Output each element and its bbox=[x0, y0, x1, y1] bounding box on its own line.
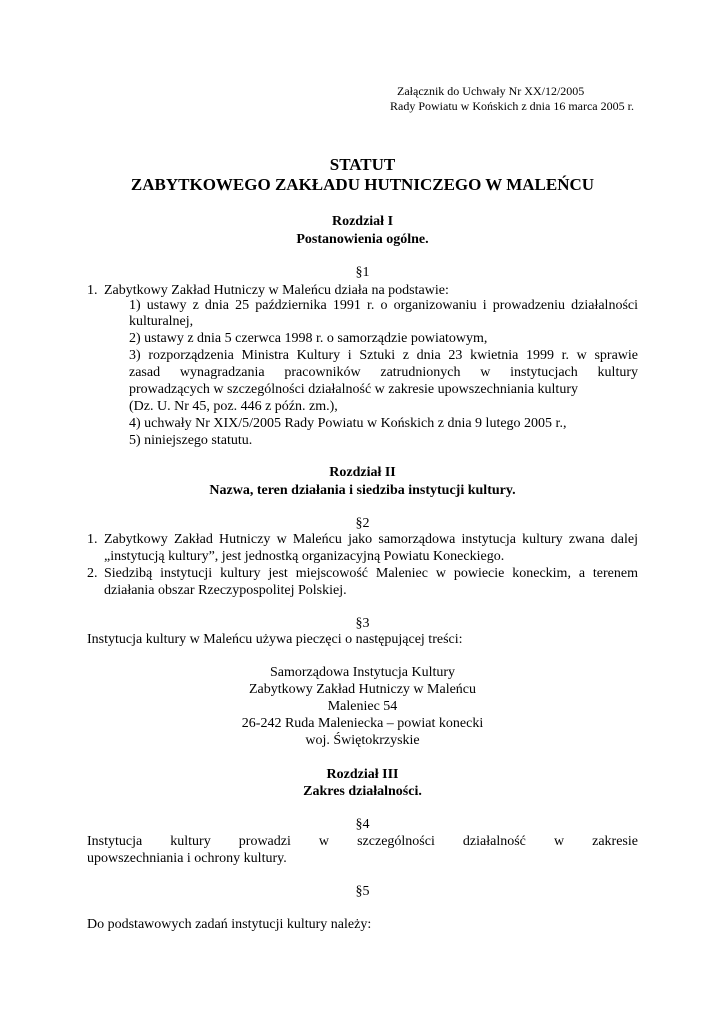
section-1-symbol: §1 bbox=[355, 265, 370, 280]
header-line-2: Rady Powiatu w Końskich z dnia 16 marca 2005 r. bbox=[390, 99, 634, 113]
header-line-1: Załącznik do Uchwały Nr XX/12/2005 bbox=[397, 84, 585, 98]
stamp-line: Samorządowa Instytucja Kultury bbox=[269, 665, 456, 680]
title-line-1: STATUT bbox=[329, 155, 396, 174]
chapter-1-heading: Rozdział I bbox=[331, 214, 394, 229]
chapter-1-subheading: Postanowienia ogólne. bbox=[296, 232, 429, 247]
title-line-2: ZABYTKOWEGO ZAKŁADU HUTNICZEGO W MALEŃCU bbox=[130, 175, 595, 194]
section-2-item-2-line-1: Siedzibą instytucji kultury jest miejscowość Maleniec w powiecie koneckim, a terenem bbox=[104, 566, 638, 581]
stamp-line: Maleniec 54 bbox=[327, 699, 398, 714]
section-1-sub-4: 4) uchwały Nr XIX/5/2005 Rady Powiatu w Końskich z dnia 9 lutego 2005 r., bbox=[129, 416, 567, 431]
section-5-symbol: §5 bbox=[355, 884, 370, 899]
section-2-item-2-line-2: działania obszar Rzeczypospolitej Polskiej. bbox=[104, 583, 347, 598]
section-2-item-1-line-2: „instytucją kultury”, jest jednostką organizacyjną Powiatu Koneckiego. bbox=[104, 549, 505, 564]
section-5-line-1: Do podstawowych zadań instytucji kultury należy: bbox=[87, 917, 372, 932]
section-4-line-2: upowszechniania i ochrony kultury. bbox=[87, 851, 287, 866]
chapter-3-heading: Rozdział III bbox=[326, 767, 399, 782]
chapter-2-subheading: Nazwa, teren działania i siedziba instytucji kultury. bbox=[209, 483, 516, 498]
stamp-line: woj. Świętokrzyskie bbox=[305, 733, 420, 748]
section-1-sub-5: 5) niniejszego statutu. bbox=[129, 433, 253, 448]
section-1-item-1-number: 1. bbox=[87, 283, 98, 298]
section-2-item-1-line-1: Zabytkowy Zakład Hutniczy w Maleńcu jako samorządowa instytucja kultury zwana dalej bbox=[104, 532, 638, 547]
stamp-line: 26-242 Ruda Maleniecka – powiat konecki bbox=[241, 716, 484, 731]
section-1-sub-1-line-2: kulturalnej, bbox=[129, 314, 194, 329]
section-4-line-1: Instytucja kultury prowadzi w szczególności działalność w zakresie bbox=[87, 834, 638, 849]
section-3-symbol: §3 bbox=[355, 616, 370, 631]
section-2-item-2-number: 2. bbox=[87, 566, 98, 581]
section-1-sub-3-line-2: zasad wynagradzania pracowników zatrudnionych w instytucjach kultury bbox=[129, 365, 638, 380]
section-1-sub-1-line-1: 1) ustawy z dnia 25 października 1991 r. o organizowaniu i prowadzeniu działalności bbox=[129, 298, 638, 313]
section-4-symbol: §4 bbox=[355, 817, 370, 832]
stamp-line: Zabytkowy Zakład Hutniczy w Maleńcu bbox=[248, 682, 477, 697]
section-2-item-1-number: 1. bbox=[87, 532, 98, 547]
section-1-sub-3-line-1: 3) rozporządzenia Ministra Kultury i Sztuki z dnia 23 kwietnia 1999 r. w sprawie bbox=[129, 348, 638, 363]
section-1-sub-2: 2) ustawy z dnia 5 czerwca 1998 r. o samorządzie powiatowym, bbox=[129, 331, 488, 346]
section-3-intro: Instytucja kultury w Maleńcu używa pieczęci o następującej treści: bbox=[87, 632, 463, 647]
section-1-sub-3-line-4: (Dz. U. Nr 45, poz. 446 z późn. zm.), bbox=[129, 399, 338, 414]
chapter-3-subheading: Zakres działalności. bbox=[303, 784, 422, 799]
section-2-symbol: §2 bbox=[355, 516, 370, 531]
chapter-2-heading: Rozdział II bbox=[329, 465, 396, 480]
section-1-sub-3-line-3: prowadzących w szczególności działalność w zakresie upowszechniania kultury bbox=[129, 382, 578, 397]
section-1-item-1-text: Zabytkowy Zakład Hutniczy w Maleńcu działa na podstawie: bbox=[104, 283, 449, 298]
